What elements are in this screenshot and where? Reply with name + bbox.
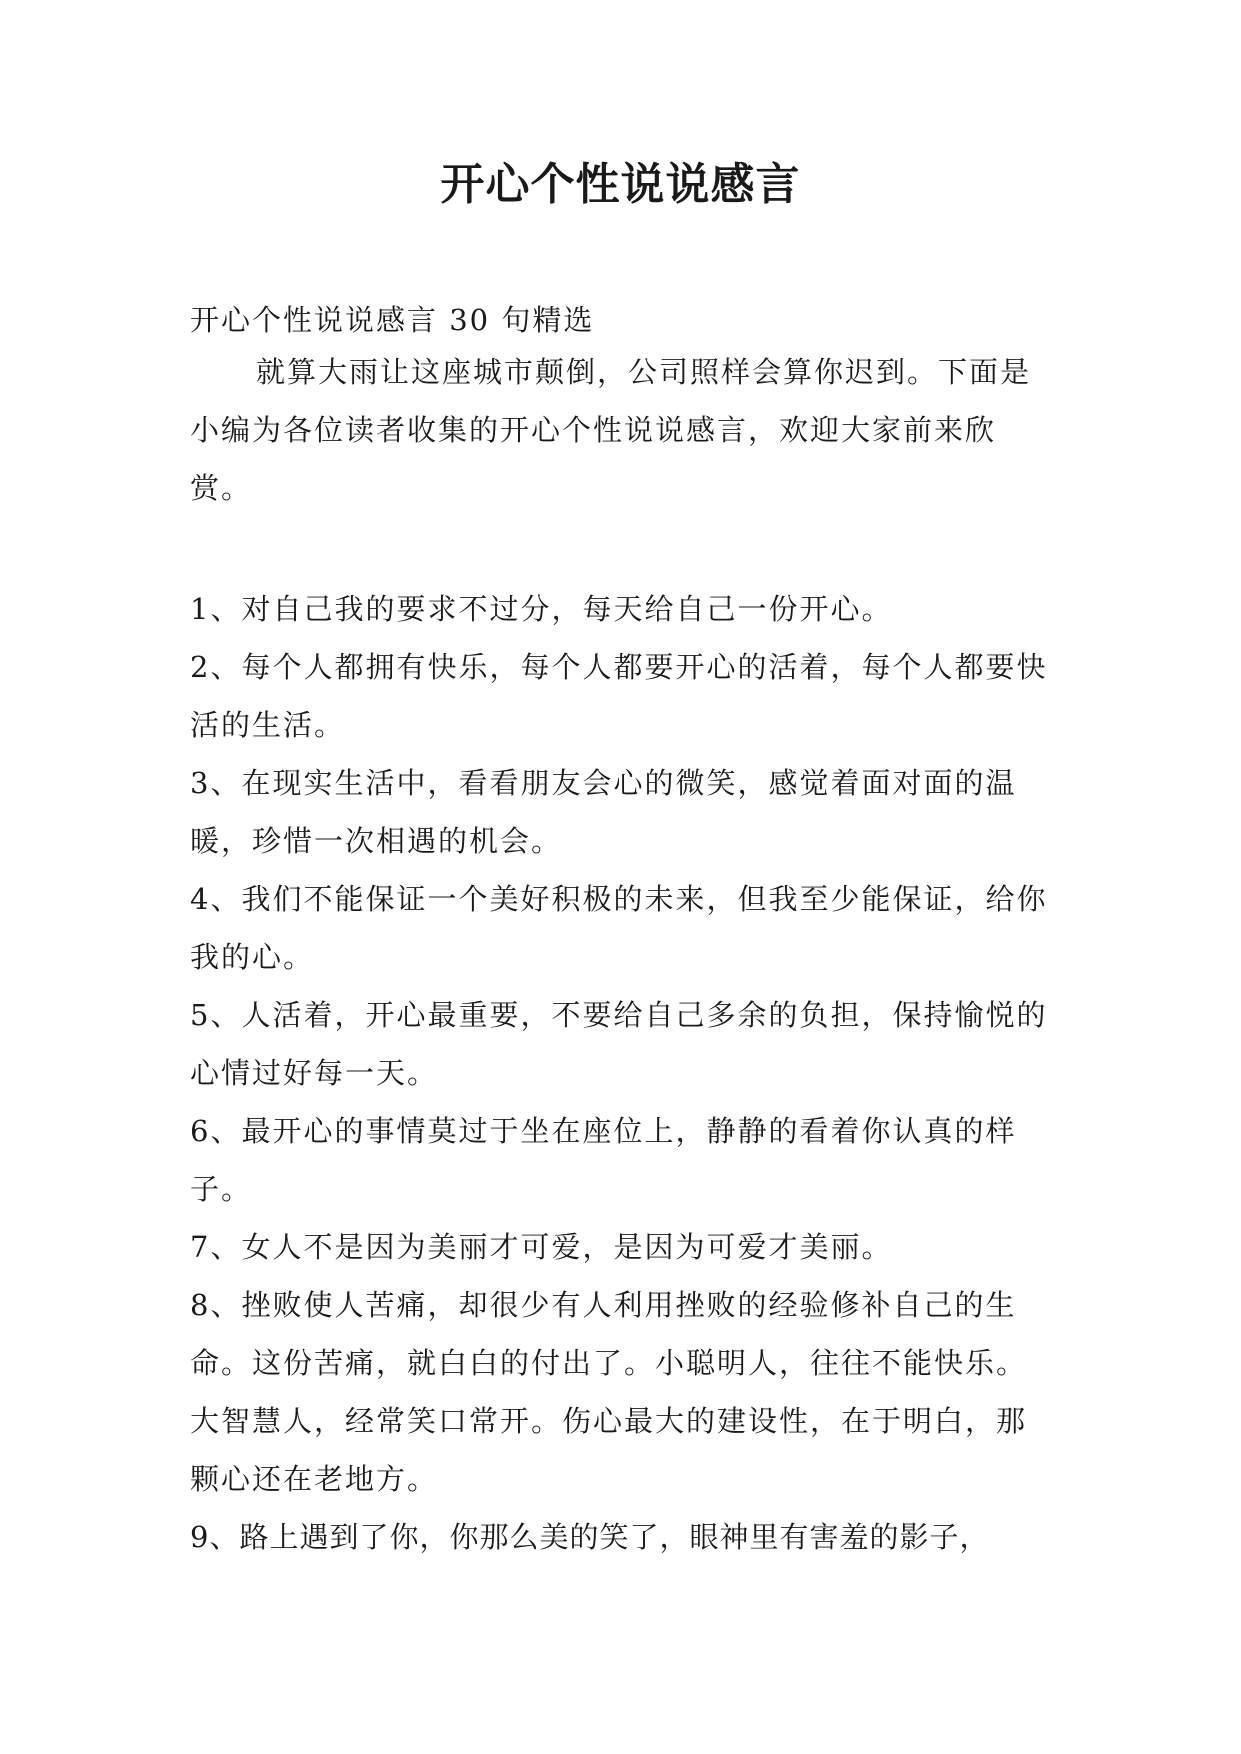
- list-item: 7、女人不是因为美丽才可爱，是因为可爱才美丽。: [190, 1230, 893, 1264]
- list-item: 8、挫败使人苦痛，却很少有人利用挫败的经验修补自己的生命。这份苦痛，就白白的付出了。小聪明人，往往不能快乐。大智慧人，经常笑口常开。伤心最大的建设性，在于明白，那颗心还在老地方。: [190, 1288, 1028, 1496]
- list-item: 4、我们不能保证一个美好积极的未来，但我至少能保证，给你我的心。: [190, 882, 1048, 974]
- list-item: 6、最开心的事情莫过于坐在座位上，静静的看着你认真的样子。: [190, 1114, 1017, 1206]
- intro-text: 就算大雨让这座城市颠倒，公司照样会算你迟到。下面是小编为各位读者收集的开心个性说说感言，欢迎大家前来欣赏。: [190, 355, 1032, 505]
- intro-paragraph: [190, 343, 1052, 517]
- list-item: 5、人活着，开心最重要，不要给自己多余的负担，保持愉悦的心情过好每一天。: [190, 998, 1048, 1090]
- document-title: 开心个性说说感言: [440, 159, 801, 210]
- quote-list: [190, 580, 1052, 1566]
- list-item: 1、对自己我的要求不过分，每天给自己一份开心。: [190, 592, 893, 626]
- list-item: 2、每个人都拥有快乐，每个人都要开心的活着，每个人都要快活的生活。: [190, 650, 1048, 742]
- list-item: 9、路上遇到了你，你那么美的笑了，眼神里有害羞的影子，: [190, 1520, 990, 1554]
- document-subtitle: 开心个性说说感言 30 句精选: [190, 303, 595, 337]
- list-item: 3、在现实生活中，看看朋友会心的微笑，感觉着面对面的温暖，珍惜一次相遇的机会。: [190, 766, 1017, 858]
